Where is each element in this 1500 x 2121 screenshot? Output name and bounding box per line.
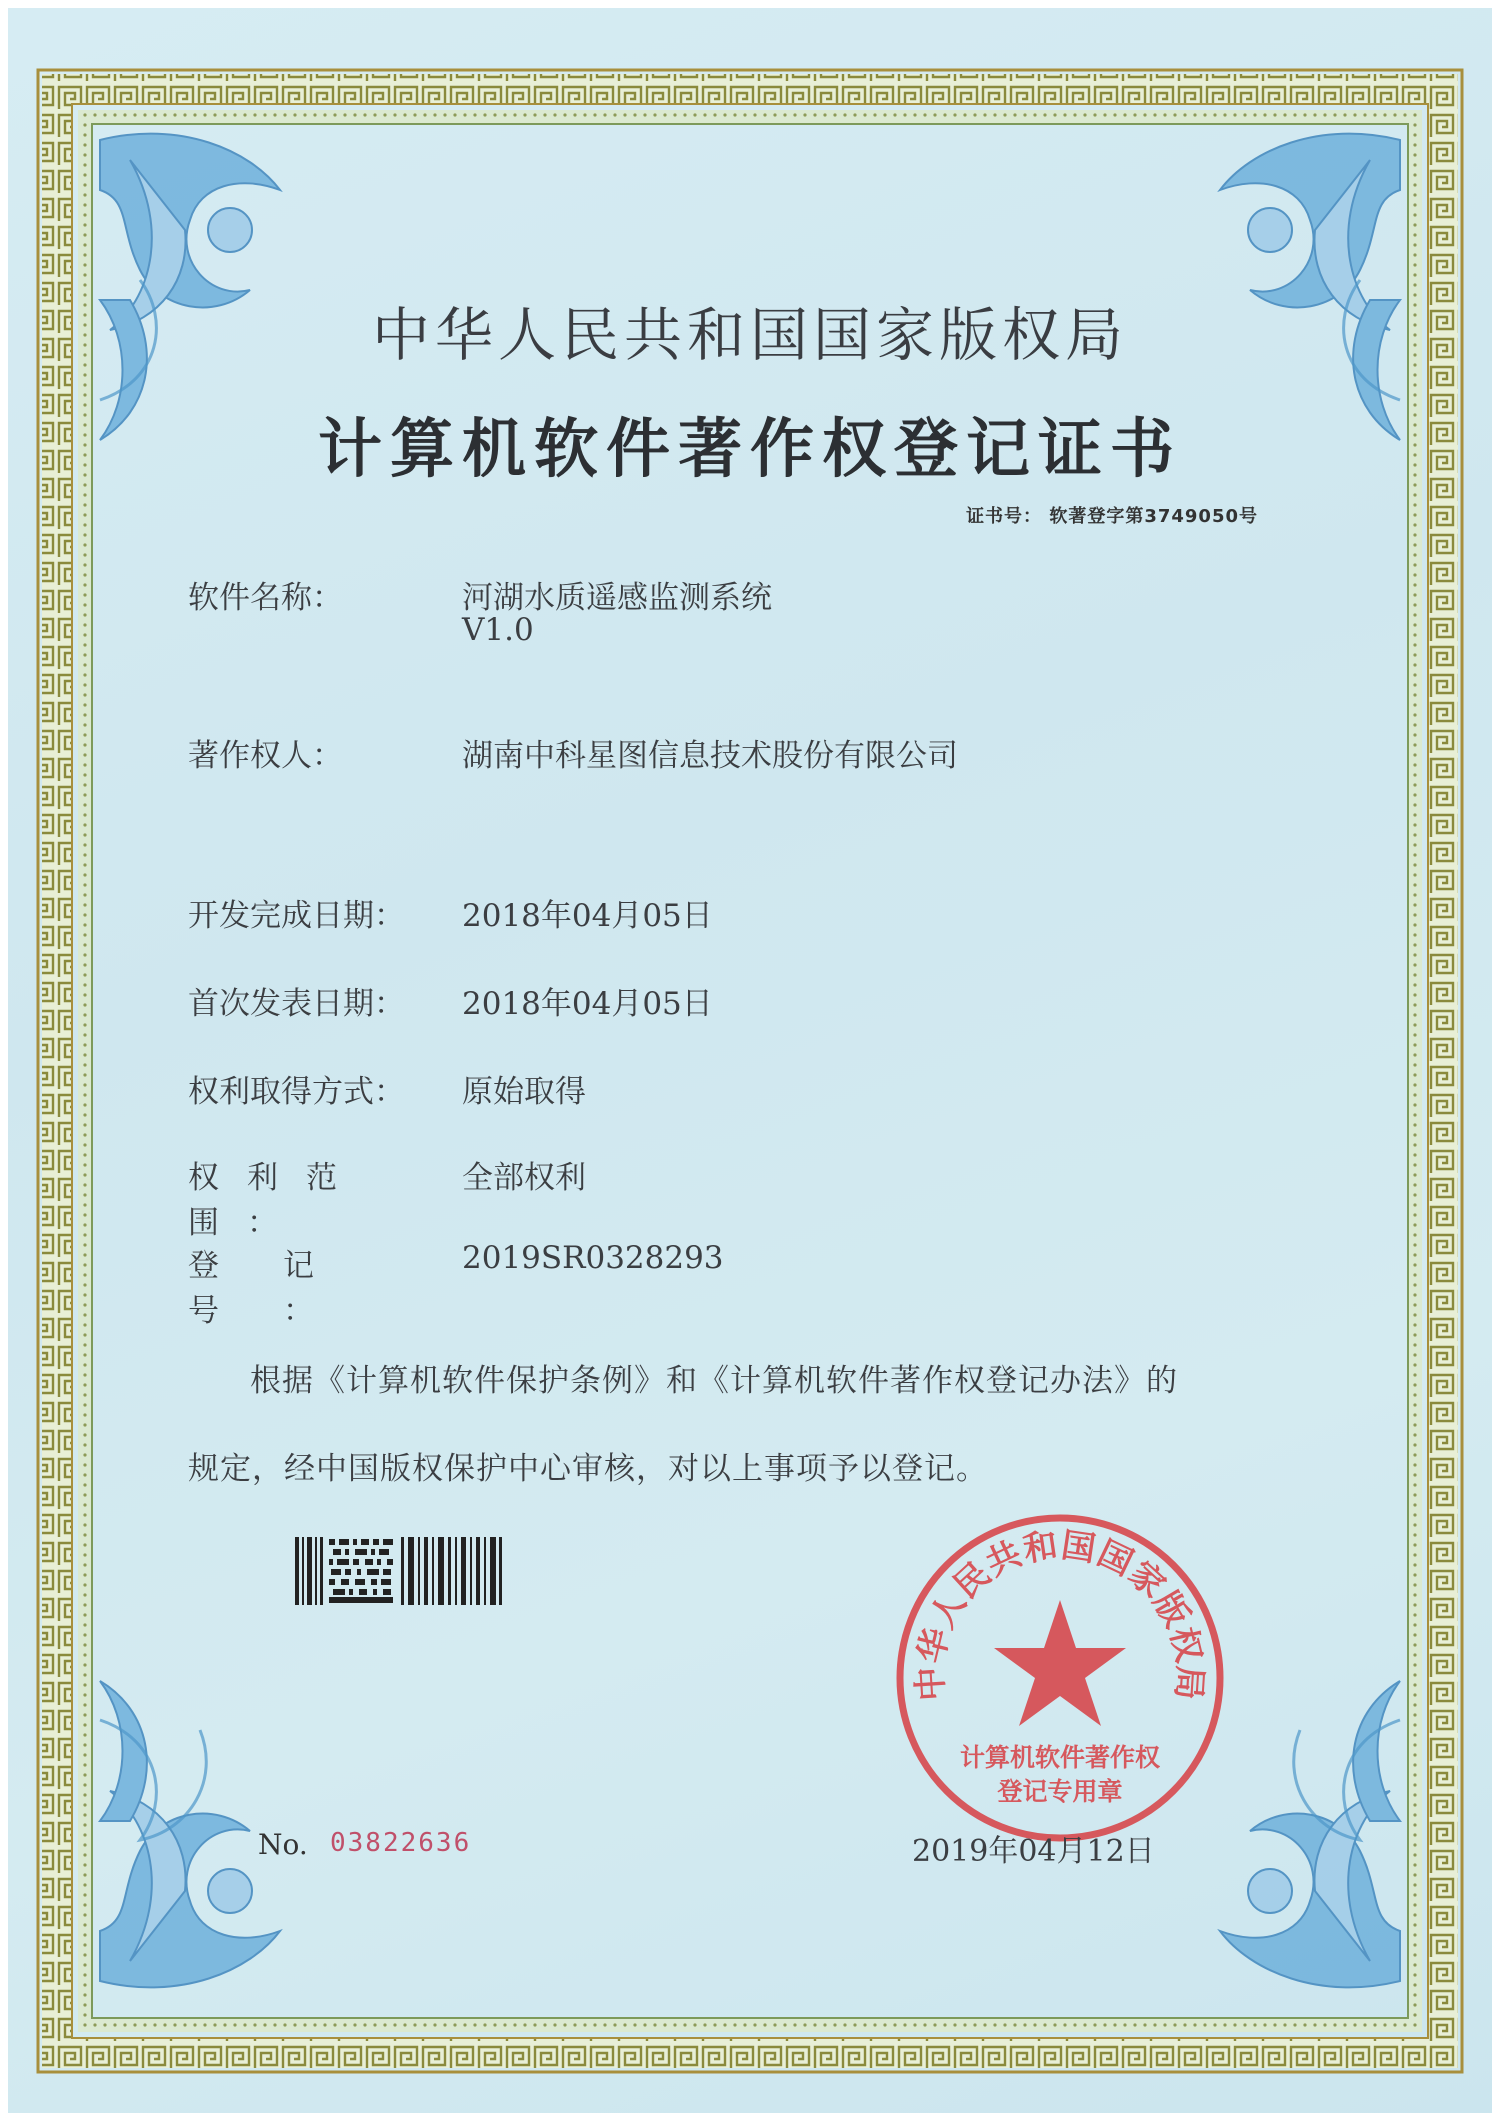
registration-number-value: 2019SR0328293 <box>462 1240 724 1276</box>
official-seal <box>890 1508 1230 1848</box>
field-software-name <box>188 572 428 617</box>
statement-line-2: 规定，经中国版权保护中心审核，对以上事项予以登记。 <box>188 1451 988 1487</box>
corner-ornament-top-right <box>1220 134 1400 440</box>
acquisition-method-value: 原始取得 <box>462 1074 586 1110</box>
scope-of-rights-value: 全部权利 <box>462 1160 586 1196</box>
copyright-owner-value: 湖南中科星图信息技术股份有限公司 <box>462 738 958 774</box>
field-label: 首次发表日期： <box>188 986 405 1022</box>
serial-number: 03822636 <box>330 1828 472 1858</box>
certificate-number: 证书号： 软著登字第3749050号 <box>966 506 1258 527</box>
publication-date-value: 2018年04月05日 <box>462 986 713 1022</box>
statement-line-1: 根据《计算机软件保护条例》和《计算机软件著作权登记办法》的 <box>250 1363 1178 1399</box>
field-label: 软件名称： <box>188 580 343 616</box>
svg-text:计算机软件著作权: 计算机软件著作权 <box>959 1743 1161 1772</box>
completion-date-value: 2018年04月05日 <box>462 898 713 934</box>
barcode <box>295 1537 505 1605</box>
issuing-authority: 中华人民共和国国家版权局 <box>371 301 1128 369</box>
software-name-value: 河湖水质遥感监测系统 <box>462 580 772 616</box>
document-title: 计算机软件著作权登记证书 <box>318 413 1182 487</box>
field-scope-of-rights <box>188 1152 428 1242</box>
field-copyright-owner <box>188 730 428 775</box>
field-label: 权利取得方式： <box>188 1074 405 1110</box>
field-label: 开发完成日期： <box>188 898 405 934</box>
corner-ornament-bottom-left <box>100 1681 280 1987</box>
field-publication-date <box>188 978 405 1023</box>
issue-date: 2019年04月12日 <box>912 1834 1155 1869</box>
side-ornament-right <box>1294 280 1400 1840</box>
serial-label: No. <box>258 1828 308 1861</box>
field-completion-date <box>188 890 405 935</box>
svg-text:中华人民共和国国家版权局: 中华人民共和国国家版权局 <box>910 1525 1210 1702</box>
corner-ornament-bottom-right <box>1220 1681 1400 1987</box>
svg-text:登记专用章: 登记专用章 <box>997 1777 1123 1806</box>
field-label: 权利范围： <box>188 1160 365 1241</box>
field-registration-number <box>188 1240 428 1330</box>
software-version-value: V1.0 <box>462 612 534 648</box>
field-label: 登记号： <box>188 1248 378 1329</box>
side-ornament-left <box>100 280 206 1840</box>
corner-ornament-top-left <box>100 134 280 440</box>
field-acquisition-method <box>188 1066 405 1111</box>
field-label: 著作权人： <box>188 738 343 774</box>
seal-star-icon <box>994 1600 1126 1726</box>
